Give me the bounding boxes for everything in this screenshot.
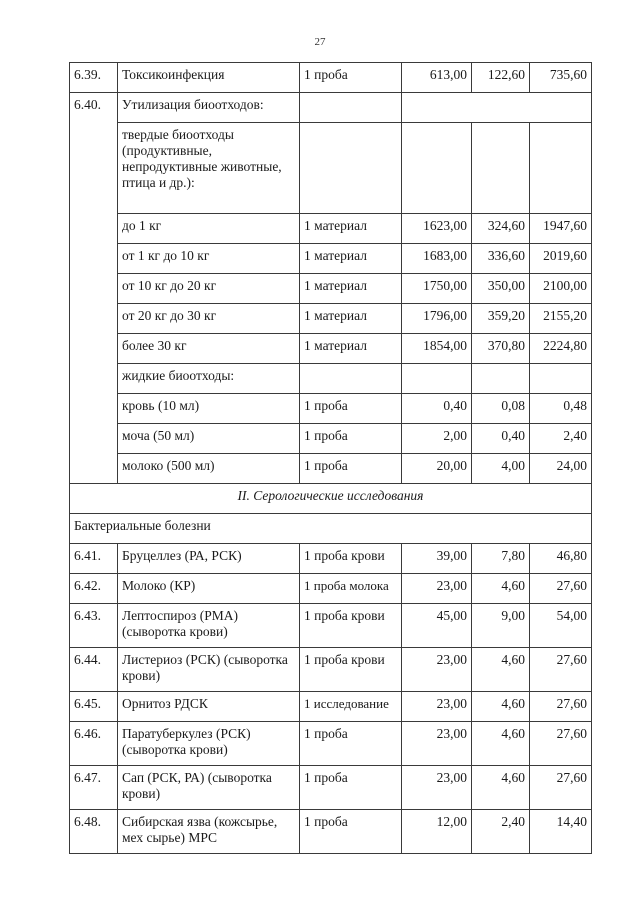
item-name: жидкие биоотходы: — [118, 364, 300, 394]
item-number: 6.43. — [70, 604, 118, 648]
item-unit — [300, 364, 402, 394]
page-number: 27 — [314, 36, 326, 48]
item-name: Листериоз (РСК) (сыворотка крови) — [118, 648, 300, 692]
item-name: Токсикоинфекция — [118, 63, 300, 93]
price-vat: 9,00 — [472, 604, 530, 648]
item-name: Молоко (КР) — [118, 574, 300, 604]
price-vat: 0,40 — [472, 424, 530, 454]
item-unit: 1 проба — [300, 766, 402, 810]
item-number: 6.47. — [70, 766, 118, 810]
price-total: 27,60 — [530, 574, 592, 604]
item-number: 6.44. — [70, 648, 118, 692]
section-row — [70, 484, 592, 514]
price-vat — [472, 364, 530, 394]
price-total: 735,60 — [530, 63, 592, 93]
price-total: 27,60 — [530, 722, 592, 766]
price-vat: 359,20 — [472, 304, 530, 334]
price-total: 27,60 — [530, 766, 592, 810]
item-name: моча (50 мл) — [118, 424, 300, 454]
empty-cell — [402, 93, 592, 123]
table-row — [70, 692, 592, 722]
item-unit: 1 материал — [300, 244, 402, 274]
price-total — [530, 364, 592, 394]
price-vat: 4,60 — [472, 574, 530, 604]
item-name: молоко (500 мл) — [118, 454, 300, 484]
price-base: 0,40 — [402, 394, 472, 424]
price-total: 27,60 — [530, 692, 592, 722]
table-row — [70, 394, 592, 424]
item-unit: 1 проба крови — [300, 648, 402, 692]
item-unit: 1 исследование — [300, 692, 402, 722]
price-vat: 4,60 — [472, 648, 530, 692]
price-base: 23,00 — [402, 692, 472, 722]
item-name: от 10 кг до 20 кг — [118, 274, 300, 304]
price-vat: 324,60 — [472, 214, 530, 244]
price-vat: 4,60 — [472, 722, 530, 766]
item-unit: 1 проба — [300, 454, 402, 484]
item-name: Сибирская язва (кожсырье, мех сырье) МРС — [118, 810, 300, 854]
item-number: 6.46. — [70, 722, 118, 766]
price-total: 46,80 — [530, 544, 592, 574]
table-row — [70, 93, 592, 123]
item-unit: 1 проба крови — [300, 604, 402, 648]
item-name: Орнитоз РДСК — [118, 692, 300, 722]
price-vat: 370,80 — [472, 334, 530, 364]
price-base — [402, 123, 472, 214]
price-base: 613,00 — [402, 63, 472, 93]
item-name: до 1 кг — [118, 214, 300, 244]
price-total: 27,60 — [530, 648, 592, 692]
item-name: от 20 кг до 30 кг — [118, 304, 300, 334]
table-row — [70, 123, 592, 214]
table-row — [70, 454, 592, 484]
item-unit: 1 материал — [300, 334, 402, 364]
price-base: 1796,00 — [402, 304, 472, 334]
section-heading: II. Серологические исследования — [70, 484, 592, 514]
group-heading: Бактериальные болезни — [70, 514, 592, 544]
price-base: 23,00 — [402, 766, 472, 810]
price-base: 1854,00 — [402, 334, 472, 364]
price-base: 45,00 — [402, 604, 472, 648]
price-base — [402, 364, 472, 394]
price-base: 1683,00 — [402, 244, 472, 274]
table-row — [70, 722, 592, 766]
price-base: 1623,00 — [402, 214, 472, 244]
table-row — [70, 274, 592, 304]
item-number: 6.48. — [70, 810, 118, 854]
table-row — [70, 648, 592, 692]
price-base: 23,00 — [402, 574, 472, 604]
price-vat: 7,80 — [472, 544, 530, 574]
item-name: более 30 кг — [118, 334, 300, 364]
item-unit: 1 проба крови — [300, 544, 402, 574]
item-unit: 1 материал — [300, 214, 402, 244]
item-unit: 1 проба — [300, 424, 402, 454]
price-table — [69, 62, 592, 854]
item-number: 6.41. — [70, 544, 118, 574]
price-total: 0,48 — [530, 394, 592, 424]
item-name: Паратуберкулез (РСК) (сыворотка крови) — [118, 722, 300, 766]
price-base: 1750,00 — [402, 274, 472, 304]
table-row — [70, 334, 592, 364]
item-name: от 1 кг до 10 кг — [118, 244, 300, 274]
table-row — [70, 424, 592, 454]
table-row — [70, 63, 592, 93]
item-name: кровь (10 мл) — [118, 394, 300, 424]
item-unit: 1 проба — [300, 394, 402, 424]
item-unit: 1 материал — [300, 304, 402, 334]
price-total: 54,00 — [530, 604, 592, 648]
price-total — [530, 123, 592, 214]
item-number: 6.45. — [70, 692, 118, 722]
item-name: Лептоспироз (РМА) (сыворотка крови) — [118, 604, 300, 648]
item-number: 6.42. — [70, 574, 118, 604]
item-name: Сап (РСК, РА) (сыворотка крови) — [118, 766, 300, 810]
price-base: 39,00 — [402, 544, 472, 574]
price-base: 23,00 — [402, 722, 472, 766]
price-vat: 336,60 — [472, 244, 530, 274]
table-row — [70, 544, 592, 574]
price-vat: 2,40 — [472, 810, 530, 854]
table-row — [70, 766, 592, 810]
item-name: Утилизация биоотходов: — [118, 93, 300, 123]
price-total: 24,00 — [530, 454, 592, 484]
table-row — [70, 604, 592, 648]
item-name: твердые биоотходы (продуктивные, непродуктивные животные, птица и др.): — [118, 123, 300, 214]
price-vat: 122,60 — [472, 63, 530, 93]
table-row — [70, 574, 592, 604]
item-number: 6.40. — [70, 93, 118, 484]
item-name: Бруцеллез (РА, РСК) — [118, 544, 300, 574]
table-row — [70, 244, 592, 274]
price-total: 2224,80 — [530, 334, 592, 364]
item-unit: 1 проба — [300, 63, 402, 93]
table-row — [70, 214, 592, 244]
price-vat: 350,00 — [472, 274, 530, 304]
price-total: 2155,20 — [530, 304, 592, 334]
price-vat: 0,08 — [472, 394, 530, 424]
item-unit — [300, 123, 402, 214]
table-row — [70, 810, 592, 854]
price-vat: 4,00 — [472, 454, 530, 484]
table-row — [70, 364, 592, 394]
price-total: 1947,60 — [530, 214, 592, 244]
item-number: 6.39. — [70, 63, 118, 93]
item-unit: 1 проба — [300, 722, 402, 766]
group-row — [70, 514, 592, 544]
price-vat: 4,60 — [472, 692, 530, 722]
item-unit: 1 проба молока — [300, 574, 402, 604]
item-unit — [300, 93, 402, 123]
item-unit: 1 проба — [300, 810, 402, 854]
price-total: 14,40 — [530, 810, 592, 854]
price-base: 12,00 — [402, 810, 472, 854]
price-base: 20,00 — [402, 454, 472, 484]
price-base: 2,00 — [402, 424, 472, 454]
price-total: 2019,60 — [530, 244, 592, 274]
price-base: 23,00 — [402, 648, 472, 692]
item-unit: 1 материал — [300, 274, 402, 304]
price-vat — [472, 123, 530, 214]
price-total: 2100,00 — [530, 274, 592, 304]
price-total: 2,40 — [530, 424, 592, 454]
table-row — [70, 304, 592, 334]
price-vat: 4,60 — [472, 766, 530, 810]
